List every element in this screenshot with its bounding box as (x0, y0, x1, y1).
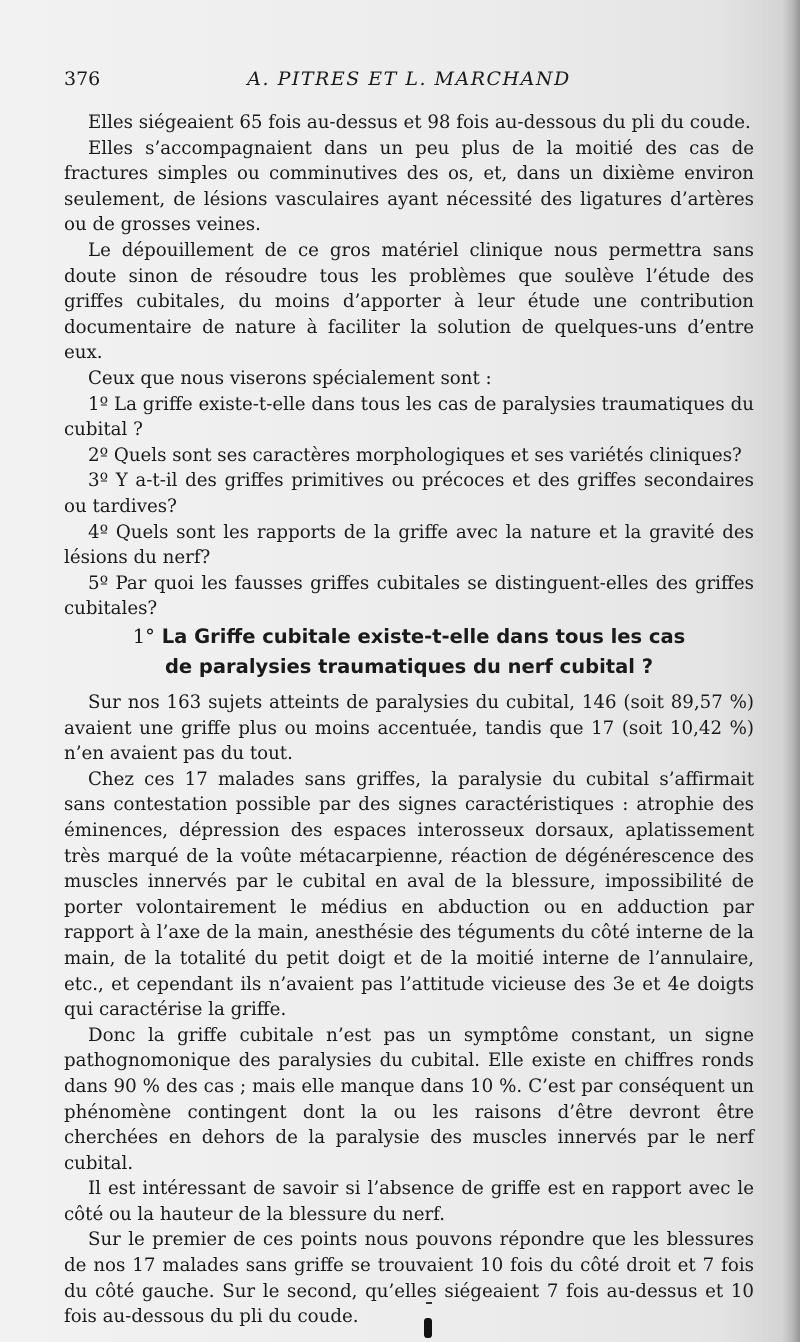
page-header (64, 68, 754, 96)
section-heading (64, 622, 754, 682)
body-text-top (64, 110, 754, 622)
page-edge-shadow (782, 0, 800, 1342)
paragraph: Sur le premier de ces points nous pouvons répondre que les blessures de nos 17 malades sans griffe se trouvaient 10 fois du côté droit et 7 fois du côté gauche. Sur le second, qu’elles siégeaient 7 fois au-dessus et 10 fois au-dessous du pli du coude. (64, 1229, 754, 1328)
paragraph: Chez ces 17 malades sans griffes, la paralysie du cubital s’affirmait sans contestation possible par des signes caractéristiques : atrophie des éminences, dépression des espaces interosseux dorsaux, aplatissement très marqué de la voûte métacarpienne, réaction de dégénérescence des muscles innervés par le cubital en aval de la blessure, impossibilité de porter volontairement le médius en abduction ou en adduction par rapport à l’axe de la main, anesthésie des téguments du côté interne de la main, de la totalité du petit doigt et de la moitié interne de l’annulaire, etc., et cependant ils n’avaient pas l’attitude vicieuse des 3e et 4e doigts qui caractérise la griffe. (64, 768, 754, 1021)
footer-dash (426, 1302, 432, 1304)
question-2: 2º Quels sont ses caractères morphologiques et ses variétés cliniques? (88, 444, 742, 466)
paragraph: Sur nos 163 sujets atteints de paralysies du cubital, 146 (soit 89,57 %) avaient une griffe plus ou moins accentuée, tandis que 17 (soit 10,42 %) n’en avaient pas du tout. (64, 692, 754, 765)
question-3: 3º Y a-t-il des griffes primitives ou précoces et des griffes secondaires ou tardives? (64, 470, 754, 517)
section-title-line-1: La Griffe cubitale existe-t-elle dans tous les cas (161, 625, 686, 648)
paragraph: Le dépouillement de ce gros matériel clinique nous permettra sans doute sinon de résoudre tous les problèmes que soulève l’étude des griffes cubitales, du moins d’apporter à leur étude une contribution documentaire de nature à faciliter la solution de quelques-uns d’entre eux. (64, 239, 754, 364)
section-number: 1° (132, 625, 155, 648)
paragraph: Donc la griffe cubitale n’est pas un symptôme constant, un signe pathognomonique des paralysies du cubital. Elle existe en chiffres ronds dans 90 % des cas ; mais elle manque dans 10 %. C’est par conséquent un phénomène contingent dont la ou les raisons d’être devront être cherchées en dehors de la paralysie des muscles innervés par le nerf cubital. (64, 1024, 754, 1174)
signature-mark (424, 1318, 432, 1338)
body-text-bottom (64, 690, 754, 1330)
paragraph: Elles s’accompagnaient dans un peu plus de la moitié des cas de fractures simples ou comminutives des os, et, dans un dixième environ seulement, de lésions vasculaires ayant nécessité des ligatures d’artères ou de grosses veines. (64, 137, 754, 236)
question-1: 1º La griffe existe-t-elle dans tous les cas de paralysies traumatiques du cubital ? (64, 393, 754, 441)
section-title-line-2: de paralysies traumatiques du nerf cubital ? (164, 655, 654, 678)
paragraph: Il est intéressant de savoir si l’absence de griffe est en rapport avec le côté ou la hauteur de la blessure du nerf. (64, 1178, 754, 1225)
running-head: A. PITRES ET L. MARCHAND (247, 68, 571, 90)
page-number: 376 (64, 68, 101, 90)
question-5: 5º Par quoi les fausses griffes cubitales se distinguent-elles des griffes cubitales? (64, 572, 754, 620)
paragraph: Ceux que nous viserons spécialement sont : (88, 367, 492, 389)
paragraph: Elles siégeaient 65 fois au-dessus et 98 fois au-dessous du pli du coude. (88, 112, 751, 133)
question-4: 4º Quels sont les rapports de la griffe avec la nature et la gravité des lésions du nerf? (64, 521, 754, 569)
